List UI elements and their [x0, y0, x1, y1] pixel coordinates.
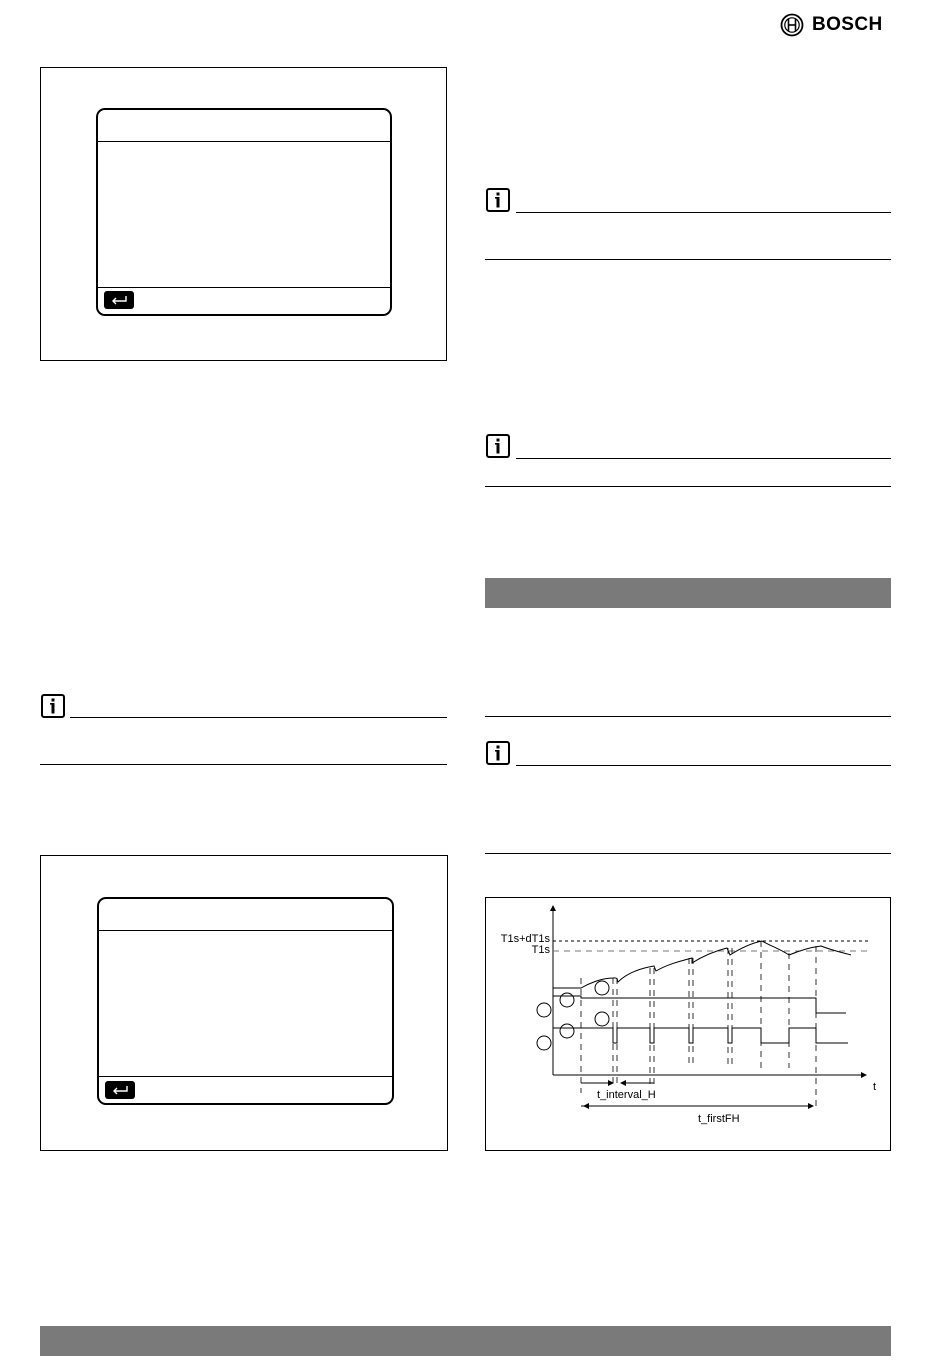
info-glyph	[493, 192, 503, 208]
marker-1	[560, 993, 574, 1007]
info-note-divider	[516, 212, 891, 213]
marker-2	[560, 1024, 574, 1038]
section-rule	[485, 716, 891, 717]
x-axis-label: t	[873, 1081, 877, 1093]
info-icon	[41, 694, 65, 718]
info-icon	[486, 434, 510, 458]
y-label-upper: T1s+dT1s	[500, 933, 550, 945]
interval-label: t_interval_H	[597, 1089, 656, 1101]
info-note-end-rule	[485, 853, 891, 854]
marker-3	[595, 981, 609, 995]
first-fh-label: t_firstFH	[698, 1113, 740, 1125]
info-note-divider	[70, 717, 447, 718]
figure-controller-screen-top	[40, 67, 447, 361]
back-button[interactable]	[105, 1081, 135, 1099]
info-icon	[486, 188, 510, 212]
section-heading-bar	[485, 578, 891, 608]
marker-left-1	[537, 1003, 551, 1017]
footer-bar	[40, 1326, 891, 1356]
temperature-curve	[553, 941, 851, 988]
signal-row-2	[553, 1028, 848, 1043]
controller-display	[97, 897, 394, 1105]
marker-left-2	[537, 1036, 551, 1050]
timing-diagram	[485, 897, 891, 1151]
return-arrow-icon	[110, 295, 128, 305]
figure-controller-screen-bottom	[40, 855, 448, 1151]
vertical-guides	[581, 941, 816, 1108]
info-note-divider	[516, 458, 891, 459]
y-label-lower: T1s	[531, 944, 550, 956]
info-glyph	[48, 698, 58, 714]
info-icon	[486, 741, 510, 765]
brand-wordmark: BOSCH	[812, 14, 883, 35]
info-note-end-rule	[40, 764, 447, 765]
controller-display	[96, 108, 392, 316]
signal-row-1	[553, 996, 846, 1013]
back-button[interactable]	[104, 291, 134, 309]
display-header-divider	[98, 141, 390, 142]
timing-diagram-svg	[486, 898, 890, 1150]
display-header-divider	[99, 930, 392, 931]
info-note-end-rule	[485, 486, 891, 487]
marker-4	[595, 1012, 609, 1026]
return-arrow-icon	[111, 1085, 129, 1095]
info-note-end-rule	[485, 259, 891, 260]
brand-logo	[780, 11, 895, 39]
display-footer-divider	[99, 1076, 392, 1077]
info-glyph	[493, 438, 503, 454]
info-note-divider	[516, 765, 891, 766]
display-footer-divider	[98, 287, 390, 288]
info-glyph	[493, 745, 503, 761]
bosch-armature-icon	[780, 13, 804, 37]
